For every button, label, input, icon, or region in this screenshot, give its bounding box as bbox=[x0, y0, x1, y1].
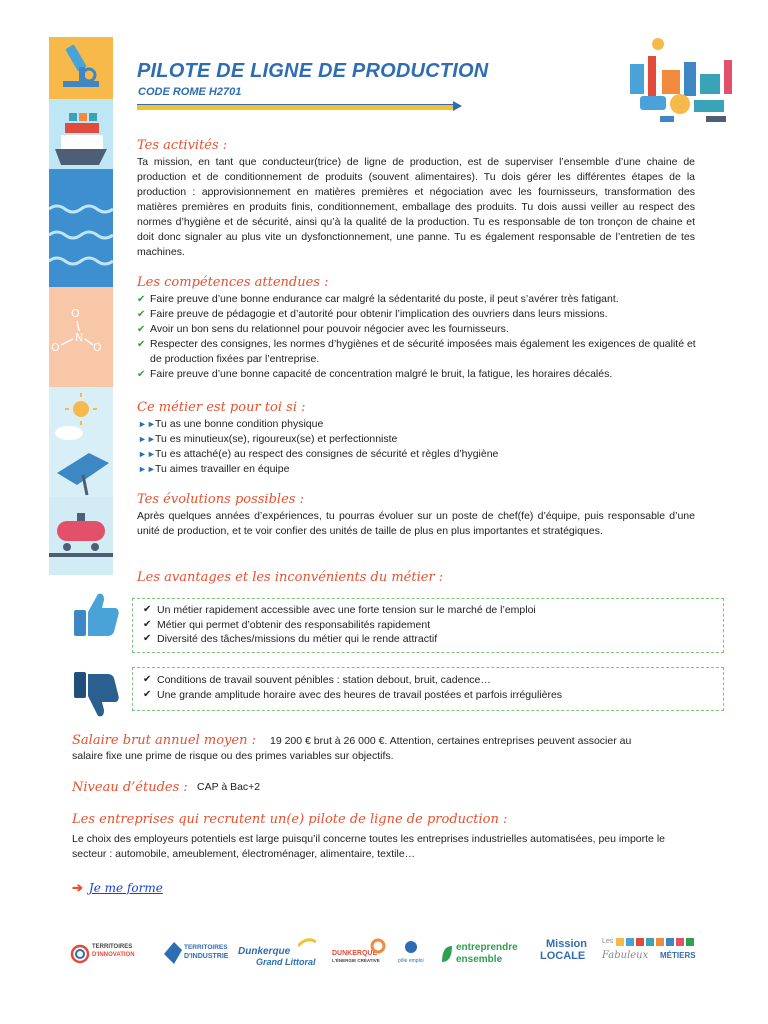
skills-heading: Les compétences attendues : bbox=[137, 275, 329, 290]
list-item: ✔ Une grande amplitude horaire avec des heures de travail postées et parfois irrégulières bbox=[143, 688, 563, 701]
ship-tile bbox=[49, 99, 113, 189]
check-icon: ✔ bbox=[143, 688, 152, 700]
logo-dunkerque-grand-littoral: Dunkerque Grand Littoral bbox=[238, 936, 322, 972]
for-you-list bbox=[138, 417, 698, 477]
check-icon: ✔ bbox=[143, 674, 152, 685]
thumbs-up-icon bbox=[70, 588, 122, 640]
list-item: ►► Tu as une bonne condition physique bbox=[138, 418, 324, 430]
check-icon: ✔ bbox=[143, 604, 152, 615]
city-industry-illustration bbox=[620, 34, 742, 126]
salary-line1: 19 200 € brut à 26 000 €. Attention, certaines entreprises peuvent associer au bbox=[270, 735, 632, 747]
rome-code: CODE ROME H2701 bbox=[138, 86, 242, 98]
evolutions-text: Après quelques années d’expériences, tu pourras évoluer sur un poste de chef(fe) d’équipe, puis responsable d’une unité de production, et te voir confier des unités de taille de plus en plus importantes et stratégiques. bbox=[137, 510, 695, 537]
circle-logo-icon bbox=[70, 944, 90, 964]
list-item: ✔ Avoir un bon sens du relationnel pour pouvoir négocier avec les fournisseurs. bbox=[137, 323, 509, 335]
list-item: ✔ Diversité des tâches/missions du métier qui le rende attractif bbox=[143, 633, 438, 645]
check-icon: ✔ bbox=[143, 618, 152, 630]
sun-solar-panel-icon bbox=[49, 387, 113, 497]
logo-pole-emploi: pôle emploi bbox=[398, 936, 432, 972]
evolutions-heading: Tes évolutions possibles : bbox=[137, 492, 304, 507]
check-icon: ✔ bbox=[143, 633, 152, 644]
check-icon: ✔ bbox=[137, 294, 146, 305]
logo-fabuleux-metiers: Les Fabuleux MÉTIERS bbox=[602, 938, 696, 961]
logo-territoires-industrie: TERRITOIRES D'INDUSTRIE bbox=[162, 936, 232, 972]
wave-tile bbox=[49, 189, 113, 287]
svg-text:O: O bbox=[51, 341, 60, 354]
list-item: ►► Tu es minutieux(se), rigoureux(se) et perfectionniste bbox=[138, 433, 398, 445]
logo-territoires-innovation: TERRITOIRES D'INNOVATION bbox=[70, 936, 148, 972]
training-link[interactable]: Je me forme bbox=[88, 881, 163, 895]
check-icon: ✔ bbox=[137, 369, 146, 380]
list-item: ✔ Métier qui permet d’obtenir des responsabilités rapidement bbox=[143, 618, 431, 631]
list-item: ✔ Respecter des consignes, les normes d’hygiènes et de sécurité imposées mais également les exigences de qualité et de production fixées par l’entreprise. bbox=[137, 338, 696, 365]
double-arrow-icon: ►► bbox=[138, 464, 156, 474]
solar-tile bbox=[49, 387, 113, 497]
for-you-heading: Ce métier est pour toi si : bbox=[137, 400, 306, 415]
decorative-strip bbox=[49, 37, 113, 575]
list-item: ✔ Faire preuve de pédagogie et d’autorité pour obtenir l’implication des ouvriers dans leurs missions. bbox=[137, 308, 608, 320]
pictos-strip-icon bbox=[616, 938, 696, 946]
list-item: ✔ Un métier rapidement accessible avec une forte tension sur le marché de l’emploi bbox=[143, 604, 536, 616]
list-item: ✔ Faire preuve d’une bonne capacité de concentration malgré le bruit, la fatigue, les horaires décalés. bbox=[137, 368, 613, 380]
logo-mission-locale: Mission LOCALE bbox=[540, 938, 587, 962]
salary-line2: salaire fixe une prime de risque ou des primes variables sur objectifs. bbox=[72, 750, 394, 762]
microscope-tile bbox=[49, 37, 113, 99]
svg-text:N: N bbox=[75, 331, 84, 344]
wave-logo-icon bbox=[298, 936, 316, 948]
salary-label: Salaire brut annuel moyen : bbox=[72, 733, 256, 748]
tank-wagon-icon bbox=[49, 497, 113, 575]
training-link-row bbox=[72, 880, 163, 896]
thumbs-down-icon bbox=[70, 668, 122, 724]
level-value: CAP à Bac+2 bbox=[197, 781, 261, 793]
pros-box bbox=[132, 598, 724, 653]
skills-list bbox=[137, 292, 697, 382]
list-item: ✔ Conditions de travail souvent pénibles : station debout, bruit, cadence… bbox=[143, 674, 491, 686]
tank-wagon-tile bbox=[49, 497, 113, 575]
molecule-tile bbox=[49, 287, 113, 387]
list-item: ►► Tu es attaché(e) au respect des consignes de sécurité et règles d’hygiène bbox=[138, 448, 499, 460]
molecule-icon bbox=[49, 287, 113, 387]
double-arrow-icon: ►► bbox=[138, 434, 156, 444]
svg-text:O: O bbox=[93, 341, 102, 354]
leaf-icon bbox=[440, 944, 454, 964]
check-icon: ✔ bbox=[137, 339, 146, 350]
svg-text:O: O bbox=[71, 307, 80, 320]
activities-heading: Tes activités : bbox=[137, 138, 228, 153]
pole-emploi-icon bbox=[404, 940, 418, 954]
activities-text: Ta mission, en tant que conducteur(trice) de ligne de production, est de superviser l’ensemble d’une chaine de production et de conditionnement de produits (souvent alimentaires). Tu dois gérer les différentes étapes de la production : approvisionnement en matières premières et négociation avec les fournisseurs, transformation des matières premières en produits finis, conditionnement, emballage des produits. Tu dois aussi veiller au respect des normes d’hygiène et de sécurité, ainsi qu’à la qualité de la production. Tu es responsable de ton tronçon de chaine et doit donc signaler au plus vite un dysfonctionnement, une panne. Tu es également responsable de l’entretien de tes machines. bbox=[137, 156, 695, 258]
page-title: PILOTE DE LIGNE DE PRODUCTION bbox=[137, 60, 489, 82]
double-arrow-icon: ►► bbox=[138, 419, 156, 429]
check-icon: ✔ bbox=[137, 309, 146, 320]
swirl-icon bbox=[370, 938, 386, 954]
employers-heading: Les entreprises qui recrutent un(e) pilote de ligne de production : bbox=[72, 812, 508, 827]
arrow-right-icon: ➔ bbox=[72, 880, 83, 895]
microscope-icon bbox=[49, 37, 113, 99]
pros-cons-heading: Les avantages et les inconvénients du métier : bbox=[137, 570, 444, 585]
list-item: ✔ Faire preuve d’une bonne endurance car malgré la sédentarité du poste, il peut s’avérer très fatigant. bbox=[137, 293, 619, 305]
title-underline bbox=[137, 101, 462, 111]
check-icon: ✔ bbox=[137, 324, 146, 335]
bird-icon bbox=[162, 940, 184, 966]
ship-icon bbox=[49, 99, 113, 189]
employers-text: Le choix des employeurs potentiels est large puisqu’il concerne toutes les entreprises industrielles automatisées, peu importe le secteur : automobile, ameublement, électroménager, alimentaire, textile… bbox=[72, 833, 665, 860]
level-label: Niveau d’études : bbox=[72, 780, 188, 795]
logo-entreprendre-ensemble: entreprendre ensemble bbox=[440, 936, 524, 972]
double-arrow-icon: ►► bbox=[138, 449, 156, 459]
wave-icon bbox=[49, 189, 113, 287]
partner-logos bbox=[70, 936, 710, 972]
cons-box bbox=[132, 667, 724, 711]
logo-dunkerque-energie: DUNKERQUE L'ÉNERGIE CRÉATIVE bbox=[332, 936, 392, 972]
list-item: ►► Tu aimes travailler en équipe bbox=[138, 463, 290, 475]
